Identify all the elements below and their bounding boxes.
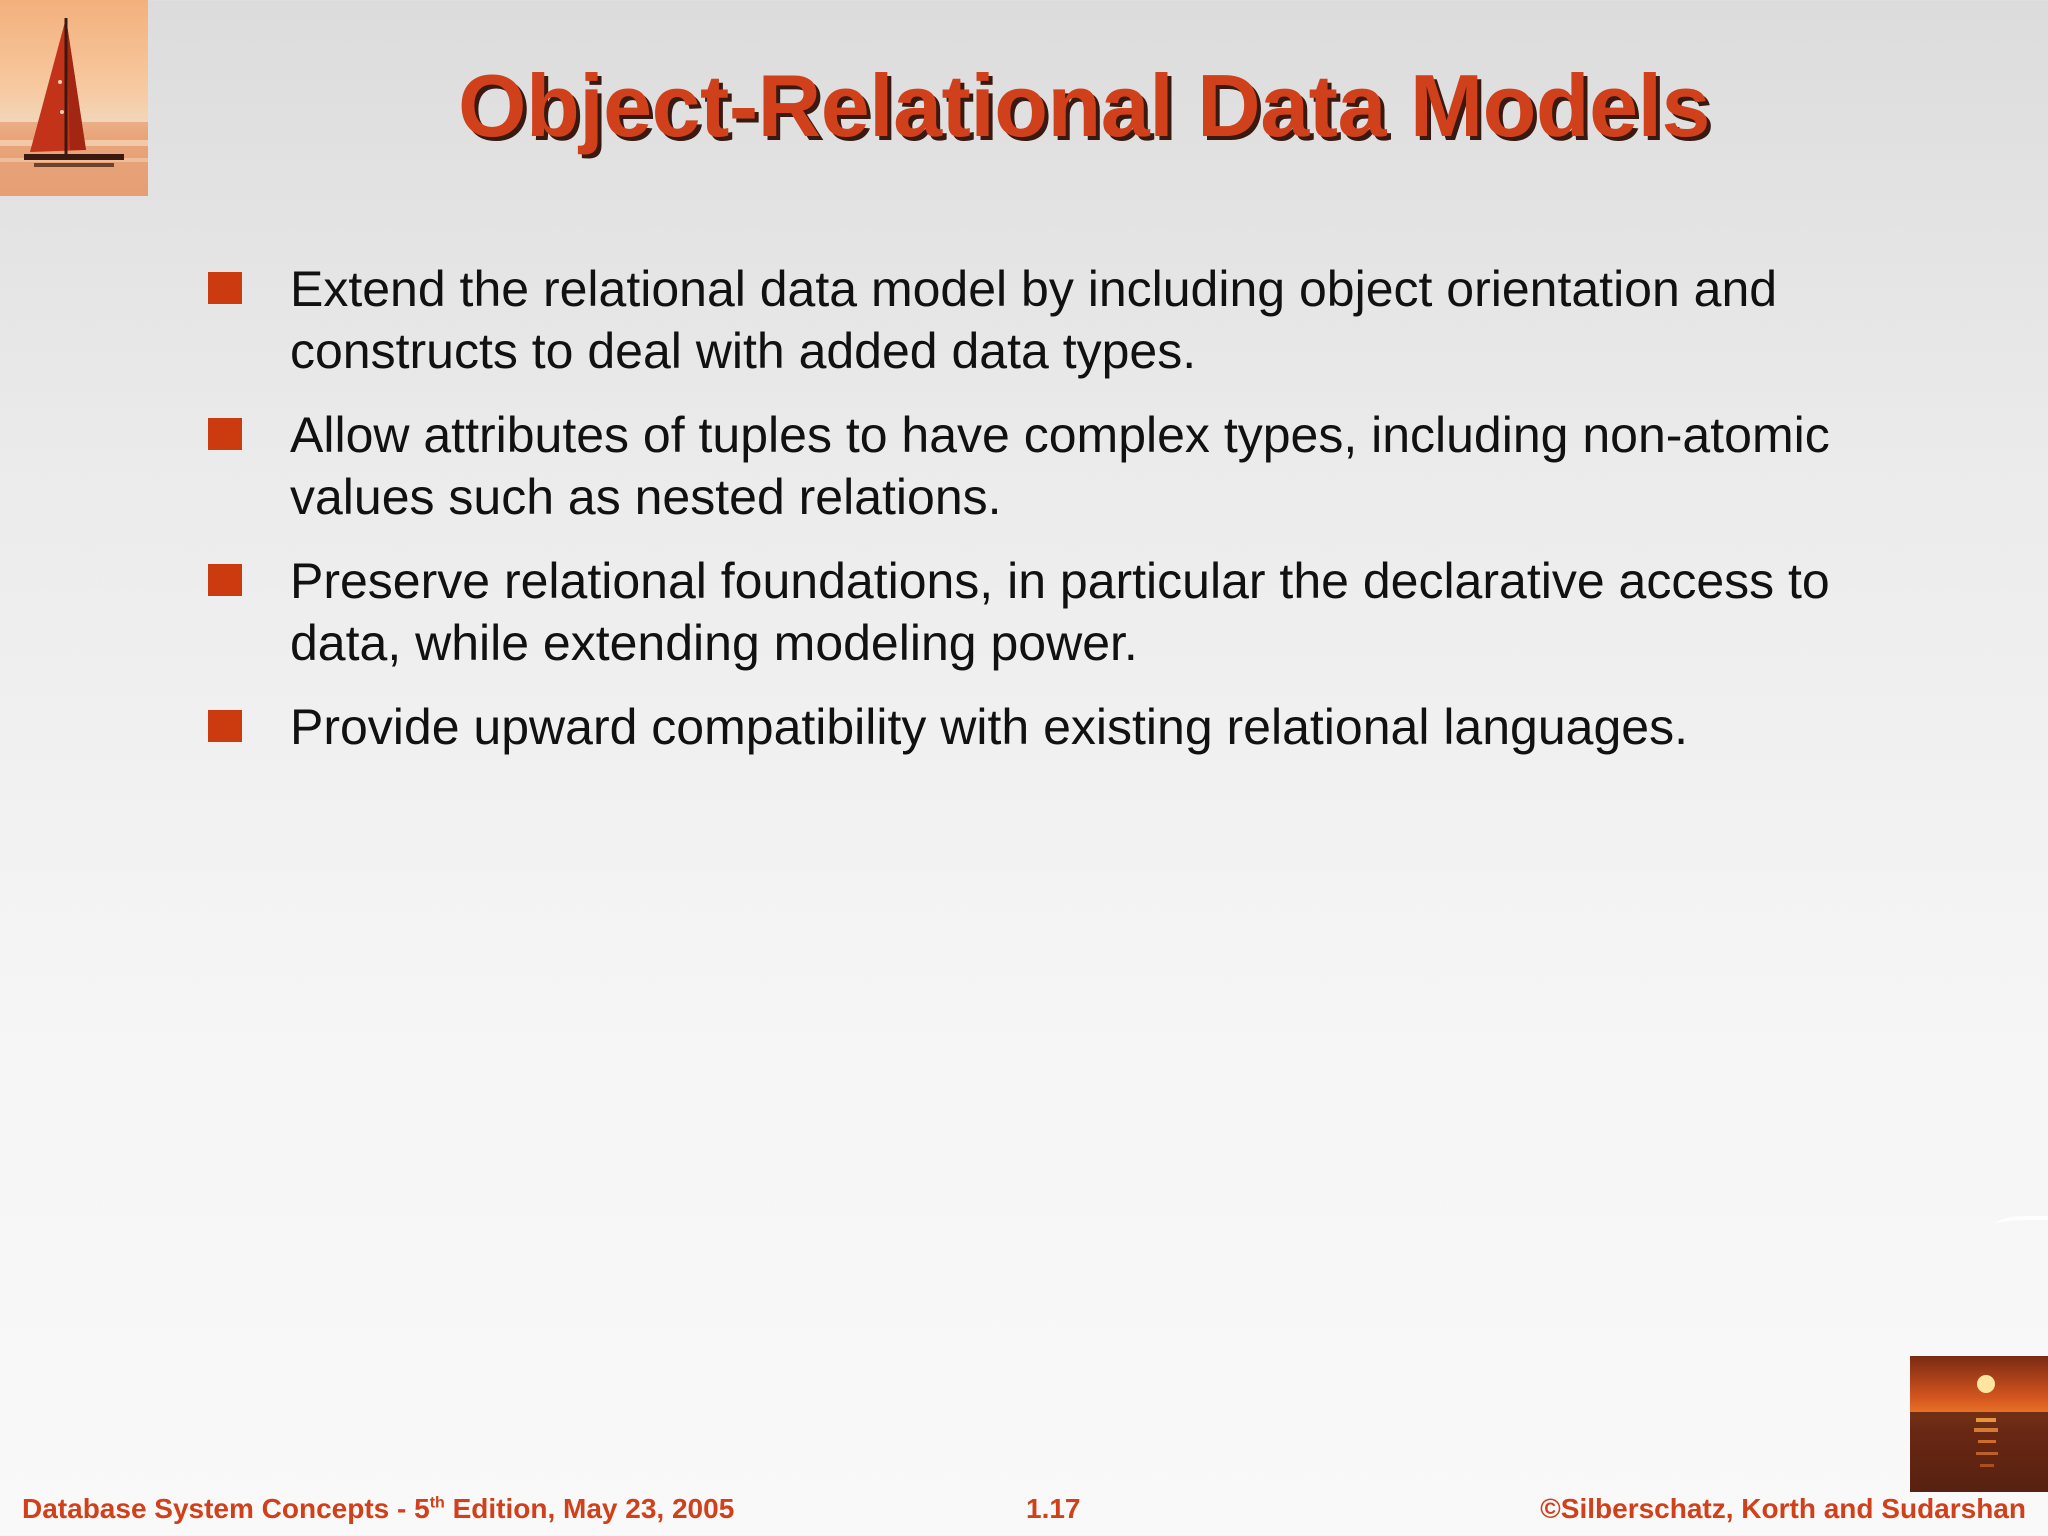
sunset-logo-image — [1910, 1356, 2048, 1492]
bullet-item — [208, 404, 1888, 528]
footer-edition: Database System Concepts - 5th Edition, May 23, 2005 — [22, 1493, 735, 1524]
bullet-item — [208, 696, 1888, 758]
bullet-text: Extend the relational data model by including object orientation and constructs to deal with added data types. — [290, 261, 1778, 379]
square-bullet-icon — [208, 418, 242, 450]
footer-page-number: 1.17 — [1026, 1493, 1081, 1524]
footer-copyright: ©Silberschatz, Korth and Sudarshan — [1540, 1493, 2026, 1524]
bullet-text: Provide upward compatibility with existing relational languages. — [290, 699, 1688, 755]
square-bullet-icon — [208, 272, 242, 304]
square-bullet-icon — [208, 710, 242, 742]
decorative-swoosh — [1996, 1216, 2048, 1234]
bullet-text: Allow attributes of tuples to have complex types, including non-atomic values such as nested relations. — [290, 407, 1830, 525]
bullet-list — [208, 258, 1888, 780]
square-bullet-icon — [208, 564, 242, 596]
bullet-text: Preserve relational foundations, in particular the declarative access to data, while extending modeling power. — [290, 553, 1830, 671]
slide-title: Object-Relational Data Models — [458, 56, 1710, 155]
bullet-item — [208, 258, 1888, 382]
bullet-item — [208, 550, 1888, 674]
